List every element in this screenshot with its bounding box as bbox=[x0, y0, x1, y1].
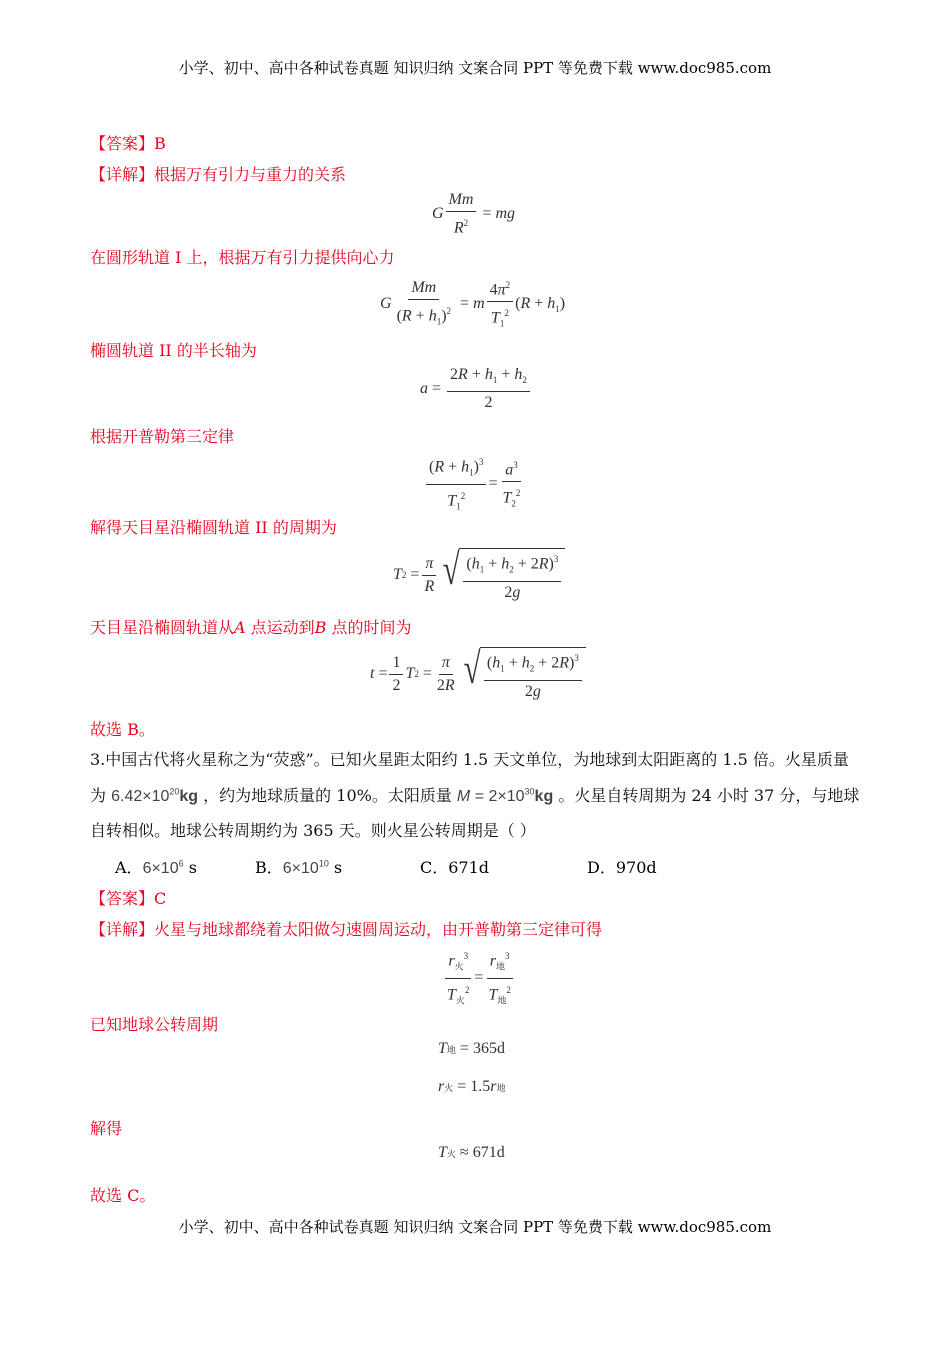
formula-centripetal: G $\frac{Mm}{(R + h_1)^2}$ = m $\frac{4\pi^2}{T_1^2}$ $(R + h_1)$ bbox=[380, 275, 565, 334]
formula-radius-relation: r 火 = 1.5 r 地 bbox=[438, 1078, 506, 1095]
option-a[interactable]: A．$6\times 10^6$ s bbox=[115, 858, 197, 877]
q3-step2: 解得 bbox=[90, 1119, 123, 1138]
q2-step4: 解得天目星沿椭圆轨道 II 的周期为 bbox=[90, 518, 337, 537]
answer-tag: 【答案】 bbox=[90, 134, 155, 153]
detail-intro: 根据万有引力与重力的关系 bbox=[154, 165, 347, 184]
q2-step5: 天目星沿椭圆轨道从A 点运动到B 点的时间为 bbox=[90, 618, 412, 637]
formula-kepler-mars-earth: $\frac{r_火^3}{T_火^2}$ = $\frac{r_地^3}{T_地^2}$ bbox=[442, 946, 516, 1010]
formula-period-t2: T 2 = $\frac{\pi}{R}$ √ $\frac{(h_1 + h_2 + 2R)^3}{2g}$ bbox=[393, 548, 565, 603]
q3-answer-line: 【答案】C bbox=[90, 889, 167, 908]
formula-kepler-third-law: $\frac{(R + h_1)^3}{T_1^2}$ = $\frac{a^3}{T_2^2}$ bbox=[424, 452, 525, 516]
q3-detail-line: 【详解】火星与地球都绕着太阳做匀速圆周运动，由开普勒第三定律可得 bbox=[90, 920, 603, 939]
mars-mass: $6.42\times 10^{20}kg$ bbox=[111, 786, 199, 805]
q3-step1: 已知地球公转周期 bbox=[90, 1015, 219, 1034]
option-b[interactable]: B．$6\times 10^{10}$ s bbox=[255, 858, 343, 877]
page-footer: 小学、初中、高中各种试卷真题 知识归纳 文案合同 PPT 等免费下载 www.doc985.com bbox=[178, 1218, 772, 1236]
formula-earth-period: T 地 = 365d bbox=[438, 1040, 505, 1057]
q3-stem-line2: 为 $6.42\times 10^{20}kg$ ，约为地球质量的 10%。太阳质量 $M = 2\times 10^{30}kg$ 。火星自转周期为 24 小时 37 分，与地球 bbox=[90, 786, 860, 805]
q3-conclusion: 故选 C。 bbox=[90, 1186, 156, 1205]
q3-stem-line1: 3.中国古代将火星称之为“荧惑”。已知火星距太阳约 1.5 天文单位，为地球到太阳距离的 1.5 倍。火星质量 bbox=[90, 750, 849, 769]
formula-semi-major-axis: a = $\frac{2R + h_1 + h_2}{2}$ bbox=[420, 365, 532, 413]
q2-step1: 在圆形轨道 I 上，根据万有引力提供向心力 bbox=[90, 248, 395, 267]
q2-conclusion: 故选 B。 bbox=[90, 720, 155, 739]
q3-stem-line3: 自转相似。地球公转周期约为 365 天。则火星公转周期是（ ） bbox=[90, 821, 536, 840]
formula-gravity-weight: G $\frac{Mm}{R^2}$ = mg bbox=[432, 191, 516, 237]
detail-tag: 【详解】 bbox=[90, 165, 155, 184]
option-d[interactable]: D．970d bbox=[587, 858, 657, 877]
q2-step3: 根据开普勒第三定律 bbox=[90, 427, 235, 446]
option-c[interactable]: C．671d bbox=[420, 858, 490, 877]
page-header: 小学、初中、高中各种试卷真题 知识归纳 文案合同 PPT 等免费下载 www.doc985.com bbox=[178, 59, 772, 77]
q2-answer-line bbox=[90, 131, 166, 154]
q2-step2: 椭圆轨道 II 的半长轴为 bbox=[90, 341, 257, 360]
formula-time-a-to-b: t = $\frac{1}{2}$ T 2 = $\frac{\pi}{2R}$ √ $\frac{(h_1 + h_2 + 2R)^3}{2g}$ bbox=[370, 647, 586, 702]
answer-value: B bbox=[154, 134, 166, 153]
q2-detail-line bbox=[90, 162, 346, 185]
formula-mars-period: T 火 ≈ 671d bbox=[438, 1144, 505, 1161]
sun-mass: $M = 2\times 10^{30}kg$ bbox=[456, 786, 554, 805]
